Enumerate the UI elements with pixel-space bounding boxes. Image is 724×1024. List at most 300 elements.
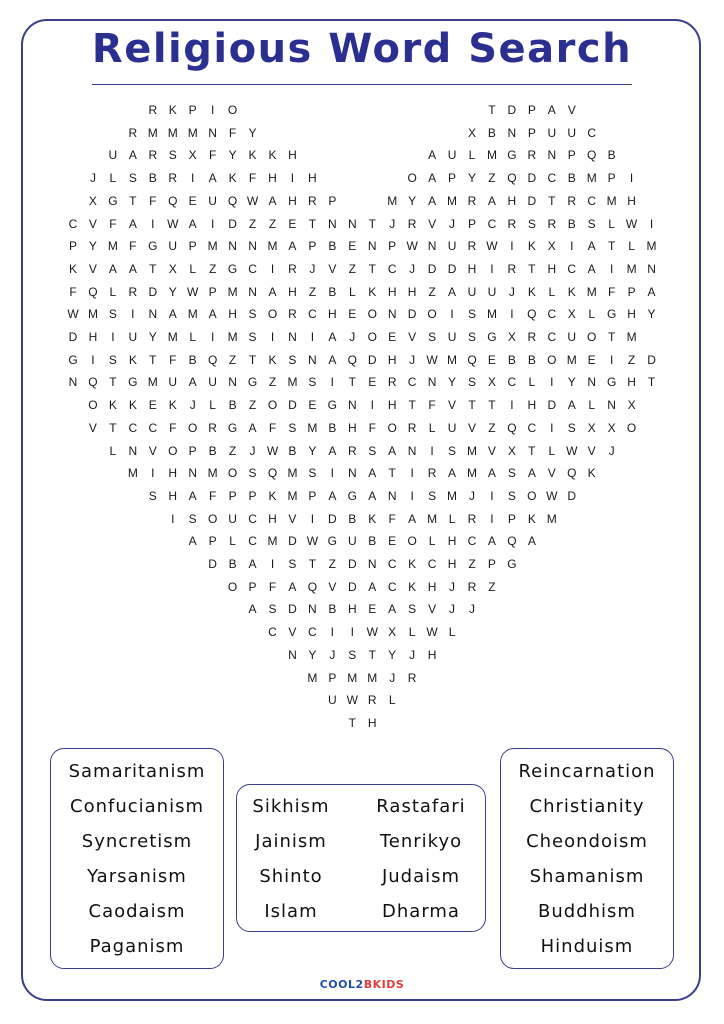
grid-letter[interactable]: Q (507, 171, 517, 186)
grid-letter[interactable]: O (387, 420, 397, 435)
grid-letter[interactable]: J (329, 647, 336, 662)
grid-letter[interactable]: M (566, 352, 577, 367)
grid-letter[interactable]: A (188, 534, 197, 549)
grid-letter[interactable]: L (408, 625, 416, 640)
grid-letter[interactable]: B (148, 171, 157, 186)
grid-letter[interactable]: U (228, 511, 237, 526)
grid-letter[interactable]: L (189, 261, 197, 276)
grid-letter[interactable]: Z (248, 398, 257, 413)
grid-letter[interactable]: A (527, 466, 536, 481)
grid-letter[interactable]: M (586, 171, 597, 186)
grid-letter[interactable]: B (567, 171, 576, 186)
grid-letter[interactable]: N (328, 216, 337, 231)
grid-letter[interactable]: J (309, 261, 316, 276)
grid-letter[interactable]: S (467, 307, 476, 322)
grid-letter[interactable]: X (467, 125, 476, 140)
grid-letter[interactable]: C (547, 307, 557, 322)
grid-letter[interactable]: R (467, 511, 477, 526)
grid-letter[interactable]: O (227, 579, 238, 594)
grid-letter[interactable]: T (528, 443, 536, 458)
grid-letter[interactable]: Y (567, 375, 576, 390)
grid-letter[interactable]: Z (428, 284, 436, 299)
grid-letter[interactable]: P (527, 125, 536, 140)
grid-letter[interactable]: J (409, 352, 416, 367)
grid-letter[interactable]: S (108, 352, 117, 367)
grid-letter[interactable]: B (507, 352, 516, 367)
grid-letter[interactable]: R (527, 330, 537, 344)
grid-letter[interactable]: C (248, 534, 257, 549)
grid-letter[interactable]: S (108, 307, 117, 322)
grid-letter[interactable]: P (308, 488, 317, 503)
grid-letter[interactable]: B (208, 443, 217, 458)
grid-letter[interactable]: S (428, 488, 437, 503)
grid-letter[interactable]: E (348, 239, 357, 254)
grid-letter[interactable]: P (567, 148, 576, 163)
grid-letter[interactable]: C (148, 420, 158, 435)
grid-letter[interactable]: M (447, 193, 458, 208)
grid-letter[interactable]: C (567, 261, 577, 276)
grid-letter[interactable]: D (527, 193, 537, 208)
grid-letter[interactable]: D (647, 352, 656, 367)
grid-letter[interactable]: E (308, 398, 317, 413)
grid-letter[interactable]: K (408, 557, 417, 571)
grid-letter[interactable]: W (346, 693, 358, 708)
grid-letter[interactable]: R (308, 193, 317, 208)
grid-letter[interactable]: C (387, 557, 397, 571)
grid-letter[interactable]: P (248, 579, 257, 594)
grid-letter[interactable]: K (368, 284, 377, 299)
grid-letter[interactable]: N (367, 239, 377, 254)
grid-letter[interactable]: H (88, 330, 98, 344)
grid-letter[interactable]: D (208, 557, 217, 571)
grid-letter[interactable]: M (287, 375, 298, 390)
grid-letter[interactable]: M (87, 307, 98, 322)
grid-letter[interactable]: X (587, 420, 596, 435)
grid-letter[interactable]: T (129, 193, 137, 208)
grid-letter[interactable]: Z (228, 443, 237, 458)
grid-letter[interactable]: C (128, 420, 138, 435)
grid-letter[interactable]: H (288, 148, 297, 163)
grid-letter[interactable]: Q (227, 193, 238, 208)
grid-letter[interactable]: P (188, 443, 197, 458)
grid-letter[interactable]: M (486, 307, 497, 322)
grid-letter[interactable]: R (567, 193, 577, 208)
grid-letter[interactable]: K (68, 261, 77, 276)
grid-letter[interactable]: T (528, 261, 536, 276)
grid-letter[interactable]: M (267, 534, 278, 549)
grid-letter[interactable]: U (347, 534, 357, 549)
grid-letter[interactable]: K (408, 579, 417, 594)
grid-letter[interactable]: V (448, 398, 457, 413)
grid-letter[interactable]: G (128, 375, 138, 390)
grid-letter[interactable]: T (149, 261, 157, 276)
grid-letter[interactable]: X (168, 261, 177, 276)
grid-letter[interactable]: S (527, 216, 536, 231)
grid-letter[interactable]: L (588, 307, 596, 322)
grid-letter[interactable]: H (447, 534, 457, 549)
grid-letter[interactable]: H (407, 284, 417, 299)
grid-letter[interactable]: P (228, 488, 237, 503)
grid-letter[interactable]: H (328, 307, 337, 322)
grid-letter[interactable]: P (328, 670, 337, 685)
grid-letter[interactable]: N (427, 375, 437, 390)
grid-letter[interactable]: A (388, 602, 397, 617)
grid-letter[interactable]: H (387, 398, 397, 413)
grid-letter[interactable]: G (108, 193, 118, 208)
grid-letter[interactable]: T (348, 715, 356, 730)
grid-letter[interactable]: V (288, 625, 297, 640)
grid-letter[interactable]: A (188, 488, 197, 503)
grid-letter[interactable]: U (567, 330, 577, 344)
grid-letter[interactable]: A (268, 284, 277, 299)
grid-letter[interactable]: B (368, 534, 377, 549)
grid-letter[interactable]: O (88, 398, 98, 413)
grid-letter[interactable]: S (448, 443, 457, 458)
grid-letter[interactable]: C (68, 216, 78, 231)
grid-letter[interactable]: T (548, 193, 556, 208)
grid-letter[interactable]: D (567, 488, 577, 503)
grid-letter[interactable]: D (427, 261, 437, 276)
brand-logo[interactable] (312, 978, 412, 991)
grid-letter[interactable]: M (207, 466, 218, 481)
grid-letter[interactable]: I (171, 511, 175, 526)
grid-letter[interactable]: L (448, 625, 456, 640)
grid-letter[interactable]: K (168, 398, 177, 413)
grid-letter[interactable]: Y (408, 193, 417, 208)
grid-letter[interactable]: Z (488, 579, 496, 594)
grid-letter[interactable]: I (490, 488, 494, 503)
grid-letter[interactable]: M (287, 488, 298, 503)
grid-letter[interactable]: S (507, 466, 516, 481)
grid-letter[interactable]: M (646, 239, 657, 254)
grid-letter[interactable]: T (368, 216, 376, 231)
grid-letter[interactable]: O (207, 511, 218, 526)
grid-letter[interactable]: R (467, 193, 477, 208)
grid-letter[interactable]: J (449, 602, 456, 617)
grid-letter[interactable]: X (507, 330, 516, 344)
grid-letter[interactable]: S (467, 375, 476, 390)
grid-letter[interactable]: R (467, 579, 477, 594)
grid-letter[interactable]: X (88, 193, 97, 208)
grid-letter[interactable]: S (248, 466, 257, 481)
grid-letter[interactable]: V (88, 261, 97, 276)
grid-letter[interactable]: T (348, 375, 356, 390)
grid-letter[interactable]: N (427, 239, 437, 254)
grid-letter[interactable]: A (428, 148, 437, 163)
grid-letter[interactable]: F (607, 284, 616, 299)
grid-letter[interactable]: M (347, 670, 358, 685)
grid-letter[interactable]: L (628, 239, 635, 254)
grid-letter[interactable]: J (189, 398, 196, 413)
grid-letter[interactable]: G (327, 534, 338, 549)
grid-letter[interactable]: Z (328, 557, 337, 571)
grid-letter[interactable]: A (428, 171, 437, 186)
grid-letter[interactable]: T (109, 420, 117, 435)
grid-letter[interactable]: A (368, 488, 377, 503)
grid-letter[interactable]: B (328, 284, 337, 299)
grid-letter[interactable]: F (69, 284, 77, 299)
grid-letter[interactable]: C (308, 625, 317, 640)
grid-letter[interactable]: F (268, 579, 277, 594)
grid-letter[interactable]: T (468, 398, 476, 413)
grid-letter[interactable]: L (548, 443, 556, 458)
grid-letter[interactable]: P (308, 239, 317, 254)
grid-letter[interactable]: A (448, 284, 457, 299)
grid-letter[interactable]: H (387, 352, 397, 367)
grid-letter[interactable]: P (448, 171, 457, 186)
grid-letter[interactable]: N (507, 125, 517, 140)
grid-letter[interactable]: P (388, 239, 397, 254)
grid-letter[interactable]: O (407, 171, 417, 186)
grid-letter[interactable]: L (109, 171, 117, 186)
grid-letter[interactable]: W (167, 216, 179, 231)
grid-letter[interactable]: I (609, 261, 614, 276)
grid-letter[interactable]: Y (168, 284, 177, 299)
grid-letter[interactable]: B (348, 511, 357, 526)
grid-letter[interactable]: A (108, 261, 117, 276)
grid-letter[interactable]: V (487, 443, 496, 458)
grid-letter[interactable]: I (270, 557, 275, 571)
grid-letter[interactable]: F (208, 488, 217, 503)
grid-letter[interactable]: S (188, 511, 197, 526)
grid-letter[interactable]: F (388, 511, 396, 526)
grid-letter[interactable]: K (168, 103, 177, 117)
grid-letter[interactable]: Y (467, 171, 476, 186)
grid-letter[interactable]: Z (248, 216, 257, 231)
grid-letter[interactable]: M (227, 330, 238, 344)
grid-letter[interactable]: D (507, 103, 517, 117)
grid-letter[interactable]: Y (448, 375, 457, 390)
grid-letter[interactable]: I (91, 352, 95, 367)
grid-letter[interactable]: I (191, 171, 195, 186)
grid-letter[interactable]: P (248, 488, 257, 503)
grid-letter[interactable]: S (587, 216, 596, 231)
grid-letter[interactable]: G (327, 398, 338, 413)
grid-letter[interactable]: E (348, 307, 357, 322)
grid-letter[interactable]: K (368, 511, 377, 526)
grid-letter[interactable]: G (247, 375, 258, 390)
grid-letter[interactable]: M (447, 488, 458, 503)
grid-letter[interactable]: D (148, 284, 158, 299)
grid-letter[interactable]: A (288, 239, 297, 254)
grid-letter[interactable]: L (428, 420, 436, 435)
grid-letter[interactable]: B (567, 216, 576, 231)
grid-letter[interactable]: M (307, 420, 318, 435)
grid-letter[interactable]: B (328, 602, 337, 617)
grid-letter[interactable]: J (349, 330, 356, 344)
grid-letter[interactable]: C (487, 216, 497, 231)
grid-letter[interactable]: P (68, 239, 77, 254)
grid-letter[interactable]: A (208, 307, 217, 322)
grid-letter[interactable]: X (567, 307, 576, 322)
grid-letter[interactable]: Z (228, 352, 237, 367)
grid-letter[interactable]: M (207, 239, 218, 254)
grid-letter[interactable]: M (147, 375, 158, 390)
grid-letter[interactable]: R (407, 670, 417, 685)
grid-letter[interactable]: T (647, 375, 656, 390)
grid-letter[interactable]: X (547, 239, 556, 254)
grid-letter[interactable]: H (168, 488, 178, 503)
grid-letter[interactable]: R (507, 216, 517, 231)
grid-letter[interactable]: M (467, 466, 477, 481)
grid-letter[interactable]: L (229, 534, 236, 549)
grid-letter[interactable]: W (187, 284, 199, 299)
grid-letter[interactable]: R (527, 148, 537, 163)
grid-letter[interactable]: A (448, 466, 457, 481)
grid-letter[interactable]: O (168, 443, 178, 458)
grid-letter[interactable]: J (89, 171, 96, 186)
grid-letter[interactable]: W (67, 307, 79, 322)
grid-letter[interactable]: B (328, 420, 337, 435)
grid-letter[interactable]: B (487, 125, 496, 140)
grid-letter[interactable]: A (567, 398, 576, 413)
grid-letter[interactable]: T (488, 103, 496, 117)
grid-letter[interactable]: V (328, 579, 337, 594)
grid-letter[interactable]: S (408, 602, 417, 617)
grid-letter[interactable]: F (248, 171, 257, 186)
grid-letter[interactable]: A (248, 420, 257, 435)
grid-letter[interactable]: I (490, 511, 494, 526)
grid-letter[interactable]: S (467, 330, 476, 344)
grid-letter[interactable]: Y (647, 307, 656, 322)
grid-letter[interactable]: U (447, 330, 457, 344)
grid-letter[interactable]: A (527, 534, 536, 549)
grid-letter[interactable]: D (288, 398, 297, 413)
grid-letter[interactable]: J (469, 488, 475, 503)
grid-letter[interactable]: Y (308, 443, 317, 458)
grid-letter[interactable]: E (368, 602, 377, 617)
grid-letter[interactable]: G (606, 375, 617, 390)
grid-letter[interactable]: B (607, 148, 616, 163)
grid-letter[interactable]: X (627, 398, 636, 413)
grid-letter[interactable]: I (330, 466, 335, 481)
grid-letter[interactable]: R (407, 420, 417, 435)
grid-letter[interactable]: S (507, 488, 516, 503)
grid-letter[interactable]: H (228, 307, 237, 322)
grid-letter[interactable]: A (168, 307, 177, 322)
grid-letter[interactable]: E (148, 398, 157, 413)
grid-letter[interactable]: A (208, 171, 217, 186)
grid-letter[interactable]: T (408, 398, 416, 413)
grid-letter[interactable]: H (288, 284, 297, 299)
grid-letter[interactable]: W (426, 352, 438, 367)
grid-letter[interactable]: S (248, 330, 257, 344)
grid-letter[interactable]: I (550, 420, 554, 435)
grid-letter[interactable]: X (507, 443, 516, 458)
grid-letter[interactable]: Q (587, 148, 597, 163)
grid-letter[interactable]: A (288, 579, 297, 594)
grid-letter[interactable]: J (469, 602, 475, 617)
grid-letter[interactable]: I (550, 375, 554, 390)
grid-letter[interactable]: P (627, 284, 636, 299)
grid-letter[interactable]: N (547, 148, 557, 163)
grid-letter[interactable]: I (151, 216, 155, 231)
grid-letter[interactable]: U (108, 148, 118, 163)
grid-letter[interactable]: I (450, 307, 454, 322)
grid-letter[interactable]: D (347, 557, 357, 571)
grid-letter[interactable]: U (208, 193, 217, 208)
grid-letter[interactable]: L (209, 398, 216, 413)
grid-letter[interactable]: M (147, 125, 158, 140)
grid-letter[interactable]: H (387, 284, 397, 299)
grid-letter[interactable]: E (388, 534, 397, 549)
grid-letter[interactable]: J (449, 216, 456, 231)
grid-letter[interactable]: A (128, 261, 137, 276)
grid-letter[interactable]: J (249, 443, 256, 458)
grid-letter[interactable]: N (308, 602, 317, 617)
grid-letter[interactable]: H (367, 715, 377, 730)
grid-letter[interactable]: R (547, 216, 557, 231)
grid-letter[interactable]: M (127, 466, 138, 481)
grid-letter[interactable]: L (109, 284, 117, 299)
grid-letter[interactable]: F (149, 193, 157, 208)
grid-letter[interactable]: O (188, 420, 198, 435)
grid-letter[interactable]: I (131, 307, 135, 322)
grid-letter[interactable]: Q (527, 307, 537, 322)
grid-letter[interactable]: L (548, 284, 556, 299)
grid-letter[interactable]: D (68, 330, 78, 344)
grid-letter[interactable]: M (267, 239, 278, 254)
grid-letter[interactable]: E (368, 375, 377, 390)
grid-letter[interactable]: Y (88, 239, 97, 254)
grid-letter[interactable]: A (188, 216, 197, 231)
grid-letter[interactable]: M (626, 261, 637, 276)
grid-letter[interactable]: N (228, 375, 237, 390)
grid-letter[interactable]: P (487, 557, 496, 571)
grid-letter[interactable]: O (527, 488, 537, 503)
grid-letter[interactable]: F (368, 420, 376, 435)
grid-letter[interactable]: O (427, 307, 437, 322)
grid-letter[interactable]: Q (507, 420, 517, 435)
grid-letter[interactable]: K (268, 352, 277, 367)
grid-letter[interactable]: S (248, 307, 257, 322)
grid-letter[interactable]: Y (228, 148, 237, 163)
grid-letter[interactable]: M (187, 125, 198, 140)
grid-letter[interactable]: P (328, 193, 337, 208)
grid-letter[interactable]: T (308, 216, 317, 231)
grid-letter[interactable]: Z (268, 216, 277, 231)
grid-letter[interactable]: C (547, 171, 557, 186)
grid-letter[interactable]: K (268, 148, 277, 163)
grid-letter[interactable]: O (407, 534, 417, 549)
grid-letter[interactable]: Q (207, 352, 218, 367)
grid-letter[interactable]: K (527, 284, 536, 299)
grid-letter[interactable]: D (288, 534, 297, 549)
grid-letter[interactable]: H (427, 647, 437, 662)
grid-letter[interactable]: K (248, 148, 257, 163)
grid-letter[interactable]: N (607, 398, 616, 413)
grid-letter[interactable]: U (447, 148, 457, 163)
grid-letter[interactable]: K (587, 466, 596, 481)
grid-letter[interactable]: A (587, 261, 596, 276)
grid-letter[interactable]: L (189, 330, 197, 344)
grid-letter[interactable]: N (128, 443, 138, 458)
grid-letter[interactable]: I (370, 398, 374, 413)
grid-letter[interactable]: B (527, 352, 536, 367)
grid-letter[interactable]: X (188, 148, 197, 163)
grid-letter[interactable]: W (406, 239, 418, 254)
grid-letter[interactable]: A (428, 193, 437, 208)
grid-letter[interactable]: T (149, 352, 157, 367)
grid-letter[interactable]: H (427, 579, 437, 594)
grid-letter[interactable]: N (288, 647, 297, 662)
grid-letter[interactable]: I (151, 466, 155, 481)
grid-letter[interactable]: M (387, 193, 398, 208)
grid-letter[interactable]: A (487, 534, 496, 549)
grid-letter[interactable]: I (490, 261, 494, 276)
grid-letter[interactable]: G (227, 420, 238, 435)
grid-letter[interactable]: Q (168, 193, 178, 208)
